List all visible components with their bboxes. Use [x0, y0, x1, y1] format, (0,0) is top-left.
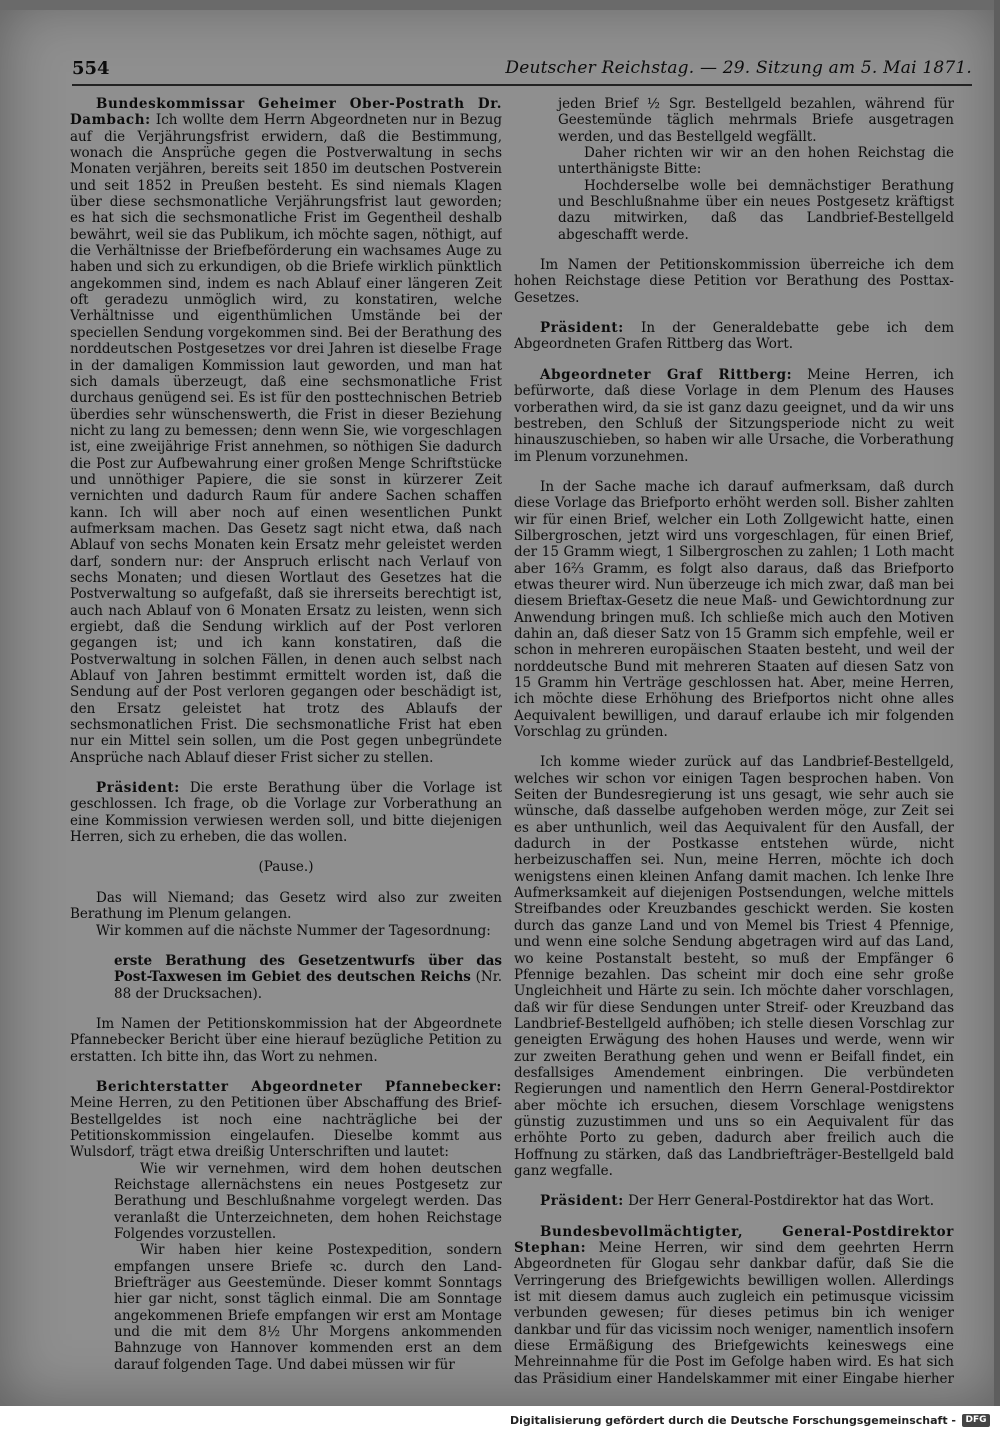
speaker-name: Präsident:: [540, 320, 624, 337]
speech-text: Der Herr General-Postdirektor hat das Wort.: [628, 1193, 934, 1210]
speech-text: Die erste Berathung über die Vorlage ist geschlossen. Ich frage, ob die Vorlage zur Vorberathung an eine Kommission verwiesen werden soll, und bitte diejenigen Herren, sich zu erheben, die das wollen.: [70, 780, 502, 846]
speech-text: Ich wollte dem Herrn Abgeordneten nur in Bezug auf die Verjährungsfrist erwidern, daß die Bestimmung, wonach die Ansprüche gegen die Postverwaltung in sechs Monaten verjähren, bereits seit 1850 im deutschen Postverein und seit 1852 in Preußen besteht. Es sind niemals Klagen über diese sechsmonatliche Verjährungsfrist laut geworden; es hat sich die sechsmonatliche Frist im Gegentheil deshalb bewährt, weil sie das Publikum, ich möchte sagen, nöthigt, auf die Verhältnisse der Briefbeförderung ein wachsames Auge zu haben und sich zu erkundigen, ob die Briefe wirklich pünktlich angekommen sind, indem es nach Ablauf einer längeren Zeit oft geradezu unmöglich wird, zu konstatiren, welche Verhältnisse und eigenthümlichen Umstände bei der speciellen Sendung vorgekommen sind. Bei der Berathung des norddeutschen Postgesetzes vor drei Jahren ist dieselbe Frage in der damaligen Kommission laut geworden, und man hat sich damals überzeugt, daß eine sechsmonatliche Frist durchaus genügend sei. Es ist für den posttechnischen Betrieb überdies sehr wünschenswerth, die Frist in dieser Beziehung nicht zu lang zu bemessen; denn wenn Sie, wie vorgeschlagen ist, eine zweijährige Frist annehmen, so nöthigen Sie dadurch die Post zur Aufbewahrung einer großen Menge Schriftstücke und unnöthiger Papiere, die sie sonst in kürzerer Zeit vernichten und dadurch Raum für andere Sachen schaffen kann. Ich will aber noch auf einen wesentlichen Punkt aufmerksam machen. Das Gesetz sagt nicht etwa, daß nach Ablauf von sechs Monaten kein Ersatz mehr geleistet werden darf, sondern nur: der Anspruch erlischt nach Verlauf von sechs Monaten; und diesen Wortlaut des Gesetzes hat die Postverwaltung so aufgefaßt, daß sie ihrerseits berechtigt ist, auch nach Ablauf von 6 Monaten Ersatz zu leisten, wenn sich ergiebt, daß die Sendung wirklich auf der Post verloren gegangen ist; und ich kann konstatiren, daß die Postverwaltung in solchen Fällen, in denen auch selbst nach Ablauf von Jahren bestimmt ermittelt worden ist, daß die Sendung auf der Post verloren gegangen oder beschädigt ist, den Ersatz geleistet hat trotz des Ablaufs der sechsmonatlichen Frist. Die sechsmonatliche Frist hat eben nur ein Mittel sein sollen, um die Post gegen unbegründete Ansprüche nach Ablauf dieser Frist sicher zu stellen.: [70, 112, 502, 766]
body-paragraph: Das will Niemand; das Gesetz wird also zur zweiten Berathung im Plenum gelangen.: [70, 889, 502, 923]
agenda-item-note: (Nr. 88 der Drucksachen).: [114, 969, 502, 1002]
page-number: 554: [72, 58, 110, 79]
header-rule: [72, 84, 972, 86]
page-header: [72, 58, 972, 84]
speech-paragraph: [514, 1193, 954, 1209]
running-title: Deutscher Reichstag. — 29. Sitzung am 5. Mai 1871.: [505, 58, 972, 78]
footer-credit: Digitalisierung gefördert durch die Deutsche Forschungsgemeinschaft -: [509, 1413, 956, 1427]
speech-paragraph: [70, 780, 502, 845]
agenda-item: [114, 953, 502, 1002]
petition-quote: jeden Brief ½ Sgr. Bestellgeld bezahlen, während für Geestemünde täglich mehrmals Briefe ausgetragen werden, und das Bestellgeld wegfällt.: [558, 96, 954, 145]
speaker-name: Abgeordneter Graf Rittberg:: [540, 366, 793, 383]
body-paragraph: Im Namen der Petitionskommission überreiche ich dem hohen Reichstage diese Petition vor Berathung des Posttax-Gesetzes.: [514, 257, 954, 306]
speaker-name: Bundeskommissar Geheimer Ober-Postrath Dr. Dambach:: [70, 96, 502, 129]
speech-paragraph: [70, 1079, 502, 1161]
petition-quote: Daher richten wir wir an den hohen Reichstag die unterthänigste Bitte:: [558, 145, 954, 178]
speech-paragraph: [514, 320, 954, 353]
dfg-logo: DFG: [962, 1414, 990, 1427]
right-column: [514, 96, 954, 1386]
petition-quote: Wie wir vernehmen, wird dem hohen deutschen Reichstage allernächstens ein neues Postgesetz zur Berathung und Beschlußnahme vorgelegt werden. Das veranlaßt die Unterzeichneten, dem hohen Reichstage Folgendes vorzustellen.: [114, 1160, 502, 1242]
footer: [510, 1412, 990, 1428]
speech-text: Meine Herren, wir sind dem geehrten Herrn Abgeordneten für Glogau sehr dankbar dafür, daß Sie die Verringerung des Briefgewichts bewilligen wollen. Allerdings ist mit diesem damus auch zugleich ein petimusque vicissim verbunden gewesen; für dieses petimus bin ich weniger dankbar und für das vicissim noch weniger, namentlich insofern diese Ermäßigung des Briefgewichts keineswegs eine Mehreinnahme für die Post im Gefolge haben wird. Es hat sich das Präsidium einer Handelskammer mit einer Eingabe hierher: [514, 1240, 954, 1386]
body-paragraph: In der Sache mache ich darauf aufmerksam, daß durch diese Vorlage das Briefporto erhöht werden soll. Bisher zahlten wir für einen Brief, welcher ein Loth Zollgewicht hatte, einen Silbergroschen, jetzt wird uns vorgeschlagen, für einen Brief, der 15 Gramm wiegt, 1 Silbergroschen zu zahlen; 1 Loth macht aber 16⅔ Gramm, es folgt also daraus, daß das Briefporto etwas theurer wird. Nun überzeuge ich mich zwar, daß man bei diesem Brieftax-Gesetz die neue Maß- und Gewichtordnung zur Anwendung bringen muß. Ich schließe mich auch den Motiven dahin an, daß dieser Satz von 15 Gramm sich empfehle, weil er schon in mehreren europäischen Staaten besteht, und weil der norddeutsche Bund mit mehreren Staaten auf diesen Satz von 15 Gramm hin Verträge geschlossen hat. Aber, meine Herren, ich möchte diese Erhöhung des Briefportos nicht ohne alles Aequivalent bewilligen, und darauf erlaube ich mir folgenden Vorschlag zu gründen.: [514, 478, 954, 741]
agenda-item-title: erste Berathung des Gesetzentwurfs über das Post-Taxwesen im Gebiet des deutschen Reichs: [114, 952, 502, 986]
body-paragraph: Wir kommen auf die nächste Nummer der Tagesordnung:: [96, 922, 491, 939]
body-paragraph: Im Namen der Petitionskommission hat der Abgeordnete Pfannebecker Bericht über eine hierauf bezügliche Petition zu erstatten. Ich bitte ihn, das Wort zu nehmen.: [70, 1015, 502, 1065]
speech-paragraph: [514, 1224, 954, 1386]
scan-top-edge: [0, 0, 1000, 10]
speaker-name: Präsident:: [96, 780, 180, 797]
pause-note: (Pause.): [258, 859, 314, 876]
body-paragraph: Ich komme wieder zurück auf das Landbrief-Bestellgeld, welches wir schon vor einigen Tagen besprochen haben. Von Seiten der Bundesregierung ist uns gesagt, wie sehr auch sie wünsche, daß dasselbe aufgehoben werden möge, zur Zeit sei es aber unthunlich, weil das Aequivalent für den Ausfall, der dadurch in der Postkasse entstehen würde, nicht herbeizuschaffen sei. Nun, meine Herren, möchte ich doch wenigstens einen kleinen Anfang damit machen. Ich lenke Ihre Aufmerksamkeit auf diejenigen Postsendungen, welche mittels Streifbandes oder Kreuzbandes geschickt werden. Sie kosten durch das ganze Land und von Memel bis Triest 4 Pfennige, und wenn eine solche Sendung abgetragen wird auf das Land, wo keine Postanstalt besteht, so muß der Empfänger 6 Pfennige bezahlen. Das scheint mir doch eine sehr große Ungleichheit und Härte zu sein. Ich möchte daher vorschlagen, daß wir für diese Sendungen unter Streif- oder Kreuzband das Landbrief-Bestellgeld aufhöben; ich stelle diesen Vorschlag zur geneigten Erwägung des hohen Hauses und werde, wenn wir zur zweiten Berathung gehen und wenn er Beifall findet, ein desfallsiges Amendement einbringen. Die verbündeten Regierungen und namentlich den Herrn General-Postdirektor aber möchte ich ersuchen, diesem Vorschlage wenigstens günstig zuzustimmen und uns so ein Aequivalent für das erhöhte Porto zu geben, dadurch aber freilich auch die Hoffnung zu stärken, daß das Landbriefträger-Bestellgeld bald ganz wegfalle.: [514, 754, 954, 1179]
scan-right-edge: [994, 0, 1000, 1406]
speech-text: Meine Herren, ich befürworte, daß diese Vorlage in dem Plenum des Hauses vorberathen wird, da sie ist ganz dazu geeignet, und da wir uns bestreben, den Schluß der Sitzungsperiode nicht zu weit hinauszuschieben, so haben wir alle Ursache, die Vorberathung im Plenum vorzunehmen.: [514, 366, 954, 465]
left-column: [70, 96, 502, 1386]
petition-quote: Wir haben hier keine Postexpedition, sondern empfangen unsere Briefe ꝛc. durch den Land-Briefträger aus Geestemünde. Dieser kommt Sonntags hier gar nicht, sonst täglich einmal. Die am Sonntage angekommenen Briefe empfangen wir erst am Montage und die mit dem 8½ Uhr Morgens ankommenden Bahnzuge von Hannover kommenden erst an dem darauf folgenden Tage. Und dabei müssen wir für: [114, 1242, 502, 1373]
speech-text: Meine Herren, zu den Petitionen über Abschaffung des Brief-Bestellgeldes ist noch eine nachträgliche bei der Petitionskommission eingelaufen. Dieselbe kommt aus Wulsdorf, trägt etwa dreißig Unterschriften und lautet:: [70, 1095, 502, 1161]
speaker-name: Bundesbevollmächtigter, General-Postdirektor Stephan:: [514, 1223, 954, 1256]
speech-text: In der Generaldebatte gebe ich dem Abgeordneten Grafen Rittberg das Wort.: [514, 320, 954, 353]
petition-quote: Hochderselbe wolle bei demnächstiger Berathung und Beschlußnahme über ein neues Postgesetz kräftigst dazu mitwirken, daß das Landbrief-Bestellgeld abgeschafft werde.: [558, 177, 954, 243]
speaker-name: Berichterstatter Abgeordneter Pfannebecker:: [96, 1078, 502, 1095]
speaker-name: Präsident:: [540, 1193, 624, 1210]
speech-paragraph: [514, 367, 954, 465]
speech-paragraph: [70, 96, 502, 766]
